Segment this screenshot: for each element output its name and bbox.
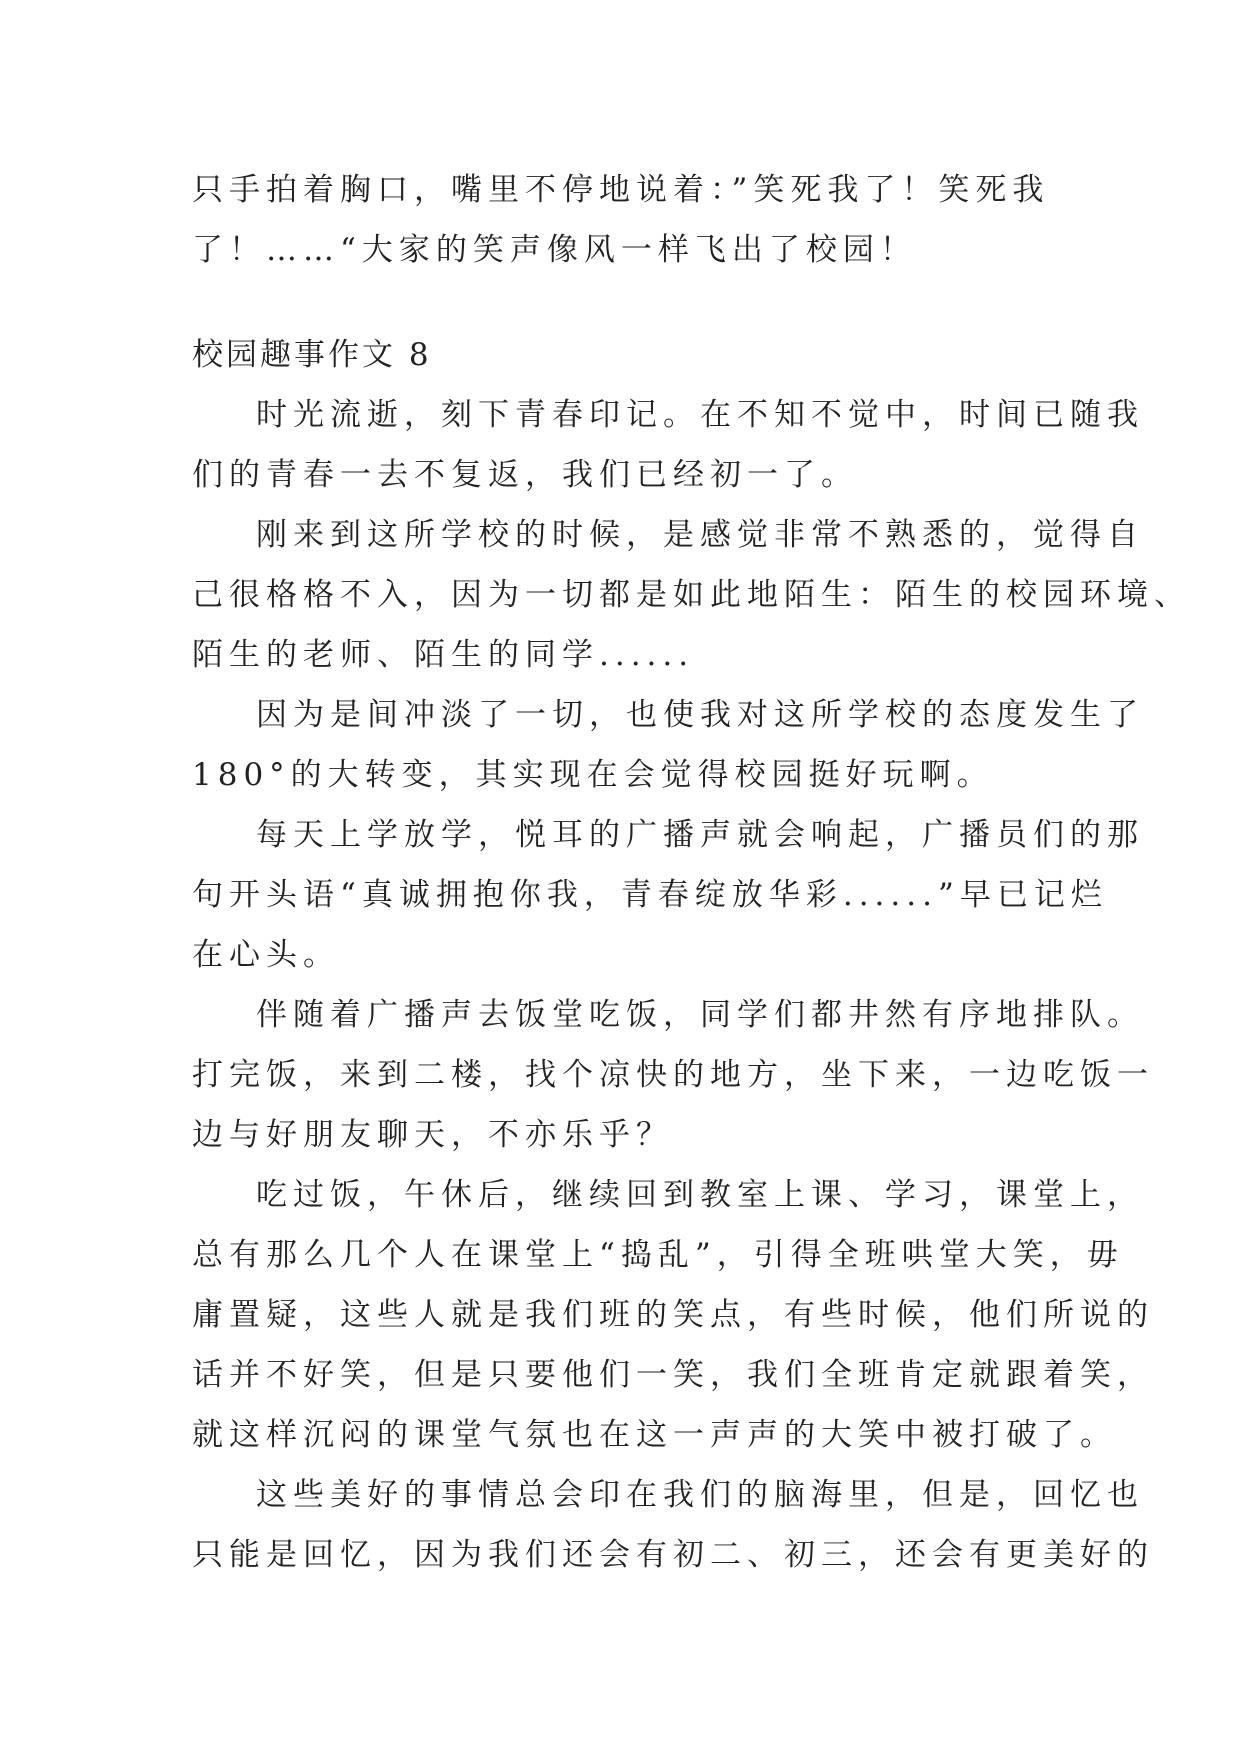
text-line: 庸置疑，这些人就是我们班的笑点，有些时候，他们所说的 [192,1297,1154,1333]
text-line: 打完饭，来到二楼，找个凉快的地方，坐下来，一边吃饭一 [192,1057,1154,1093]
text-line: 这些美好的事情总会印在我们的脑海里，但是，回忆也 [256,1477,1144,1513]
text-line: 了！……“大家的笑声像风一样飞出了校园！ [192,232,917,268]
text-line: 伴随着广播声去饭堂吃饭，同学们都井然有序地排队。 [256,997,1144,1033]
section-gap [192,280,1072,325]
text-line: 在心头。 [192,937,340,973]
text-line: 陌生的老师、陌生的同学...... [192,637,695,673]
paragraph [192,505,1191,685]
text-line: 边与好朋友聊天，不亦乐乎？ [192,1117,673,1153]
text-line: 180°的大转变，其实现在会觉得校园挺好玩啊。 [192,757,994,793]
text-line: 己很格格不入，因为一切都是如此地陌生：陌生的校园环境、 [192,577,1191,613]
text-line: 们的青春一去不复返，我们已经初一了。 [192,457,858,493]
paragraph [192,985,1154,1165]
section-title: 校园趣事作文 8 [192,337,432,373]
text-line: 因为是间冲淡了一切，也使我对这所学校的态度发生了 [256,697,1144,733]
paragraph [192,385,1144,505]
paragraph [192,685,1144,805]
text-line: 刚来到这所学校的时候，是感觉非常不熟悉的，觉得自 [256,517,1144,553]
paragraph [192,1465,1154,1585]
text-line: 就这样沉闷的课堂气氛也在这一声声的大笑中被打破了。 [192,1417,1117,1453]
continued-paragraph [192,160,1072,280]
text-line: 句开头语“真诚拥抱你我，青春绽放华彩......”早已记烂 [192,877,1108,913]
text-line: 每天上学放学，悦耳的广播声就会响起，广播员们的那 [256,817,1144,853]
text-line: 只手拍着胸口，嘴里不停地说着：”笑死我了！笑死我 [192,172,1050,208]
text-line: 总有那么几个人在课堂上“捣乱”，引得全班哄堂大笑，毋 [192,1237,1124,1273]
text-line: 时光流逝，刻下青春印记。在不知不觉中，时间已随我 [256,397,1144,433]
text-line: 只能是回忆，因为我们还会有初二、初三，还会有更美好的 [192,1537,1154,1573]
text-line: 话并不好笑，但是只要他们一笑，我们全班肯定就跟着笑， [192,1357,1154,1393]
document-body [192,160,1191,1585]
text-line: 吃过饭，午休后，继续回到教室上课、学习，课堂上， [256,1177,1144,1213]
paragraph [192,805,1144,985]
paragraph [192,1165,1154,1465]
